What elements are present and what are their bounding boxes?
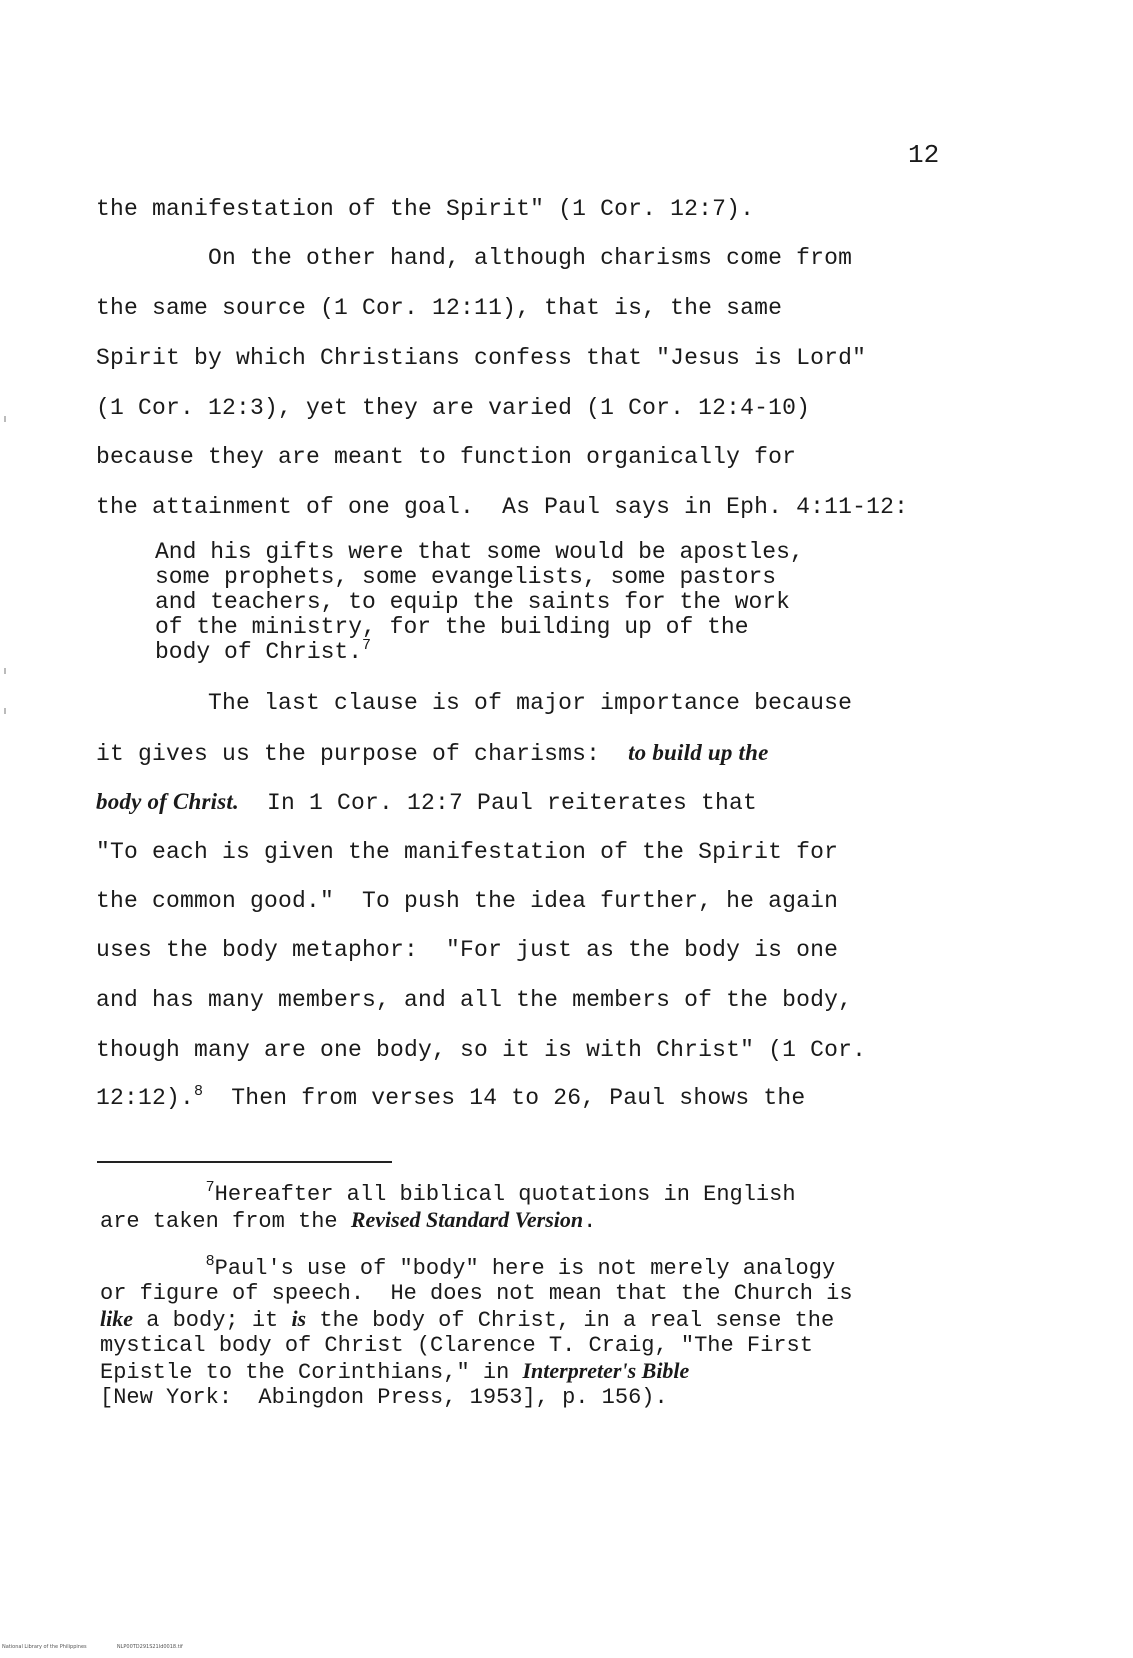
- text-line: 12:12).$^8$ Then from verses 14 to 26, Paul shows the: [96, 1083, 806, 1111]
- emphasis-text: body of Christ.: [96, 789, 239, 814]
- footnote-mark: 8: [205, 1253, 215, 1270]
- footnote-8: $^8$Paul's use of "body" here is not merely analogy or figure of speech. He does not mean that the Church is like a body; it is the body of Christ, in a real sense the mystical body of Christ (Clarence T. Craig, "The First Epistle to the Corinthians," in Interpreter's Bible [New York: Abingdon Press, 1953], p. 156).: [100, 1253, 853, 1410]
- quote-line: And his gifts were that some would be apostles,: [155, 539, 804, 565]
- text-line: Spirit by which Christians confess that "Jesus is Lord": [96, 345, 867, 371]
- quote-line: of the ministry, for the building up of the: [155, 614, 749, 640]
- footnote-divider: [97, 1161, 392, 1163]
- block-quote: [155, 540, 804, 665]
- scan-speck: [4, 416, 6, 422]
- emphasis-text: like: [100, 1306, 133, 1331]
- text-line: though many are one body, so it is with Christ" (1 Cor.: [96, 1037, 867, 1063]
- text-line: (1 Cor. 12:3), yet they are varied (1 Cor. 12:4-10): [96, 395, 811, 421]
- emphasis-text: to build up the: [628, 740, 769, 765]
- scan-speck: [4, 668, 6, 674]
- text-line: the common good." To push the idea further, he again: [96, 888, 839, 914]
- library-name: National Library of the Philippines: [2, 1644, 87, 1650]
- page-number: 12: [908, 140, 940, 170]
- quote-line: and teachers, to equip the saints for the work: [155, 589, 790, 615]
- quote-line: some prophets, some evangelists, some pastors: [155, 564, 777, 590]
- text-line: the attainment of one goal. As Paul says in Eph. 4:11-12:: [96, 494, 909, 520]
- emphasis-text: Interpreter's Bible: [522, 1358, 690, 1383]
- text-line: body of Christ. In 1 Cor. 12:7 Paul reiterates that: [96, 789, 758, 816]
- footnote-7: $^7$Hereafter all biblical quotations in English are taken from the Revised Standard Version.: [100, 1179, 796, 1234]
- scan-footer: [2, 1644, 183, 1650]
- text-line: The last clause is of major importance because: [96, 690, 853, 716]
- footnote-ref: 8: [194, 1083, 204, 1100]
- emphasis-text: Revised Standard Version: [350, 1207, 584, 1232]
- text-line: and has many members, and all the members of the body,: [96, 987, 853, 1013]
- quote-line: body of Christ.: [155, 639, 363, 665]
- text-line: it gives us the purpose of charisms: to build up the: [96, 740, 769, 767]
- text-line: the manifestation of the Spirit" (1 Cor. 12:7).: [96, 196, 755, 222]
- text-line: uses the body metaphor: "For just as the body is one: [96, 937, 839, 963]
- text-line: because they are meant to function organically for: [96, 444, 797, 470]
- text-line: the same source (1 Cor. 12:11), that is, the same: [96, 295, 783, 321]
- file-name: NLP00TD291S21Id0018.tif: [116, 1644, 183, 1650]
- scan-speck: [4, 708, 6, 714]
- footnote-ref: 7: [362, 637, 372, 654]
- text-line: On the other hand, although charisms come from: [96, 245, 853, 271]
- text-line: "To each is given the manifestation of the Spirit for: [96, 839, 839, 865]
- emphasis-text: is: [291, 1306, 307, 1331]
- footnote-mark: 7: [205, 1179, 215, 1196]
